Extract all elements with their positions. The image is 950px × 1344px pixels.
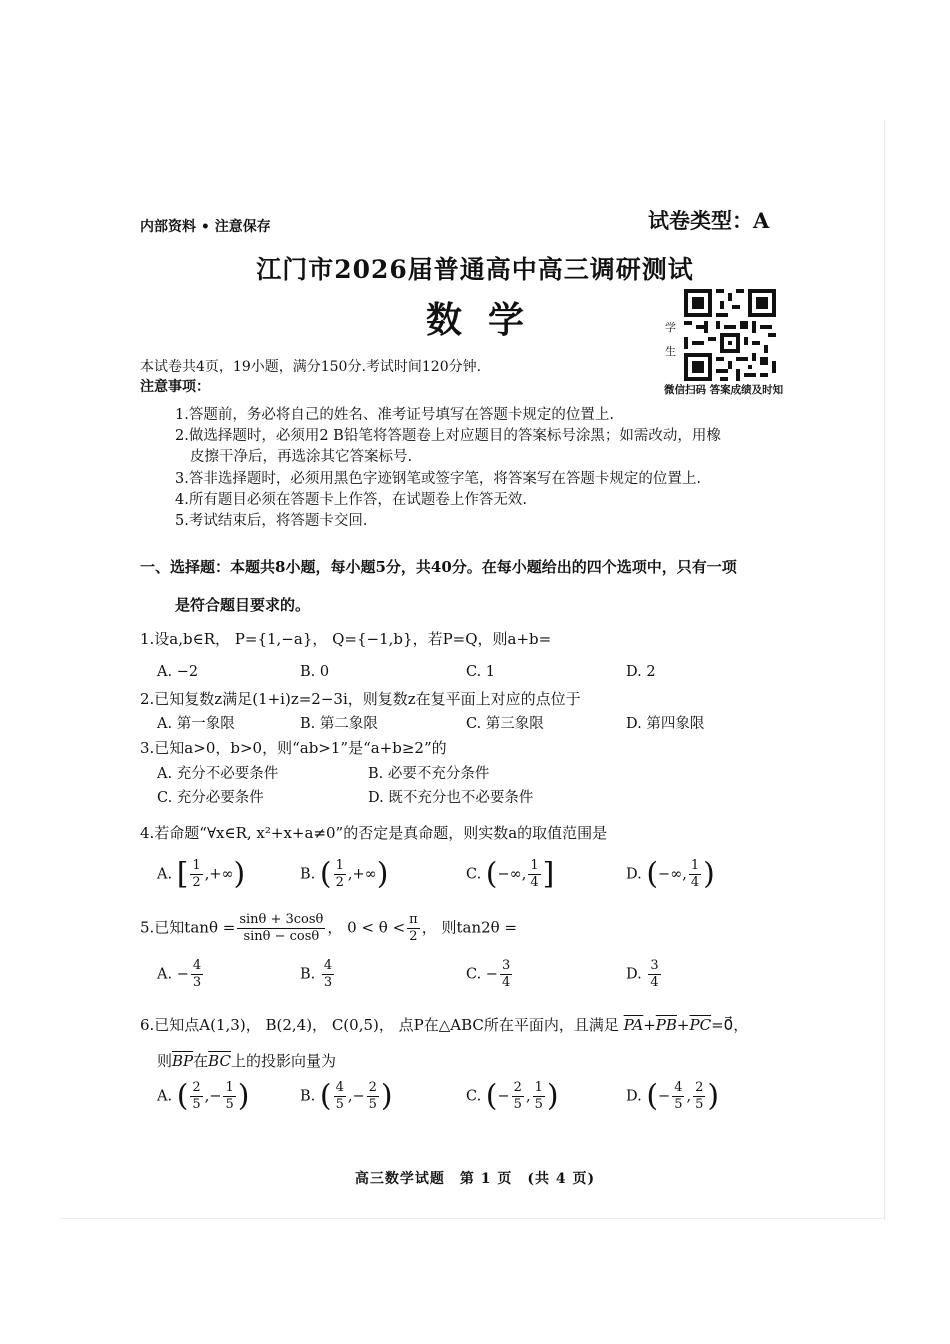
option-d: D. $\frac{3}{4}$ xyxy=(626,958,659,990)
question-3: 3.已知a>0，b>0，则“ab>1”是“a+b≥2”的 xyxy=(140,739,447,757)
option-d: D. 2 xyxy=(626,664,656,680)
paper-type-label: 试卷类型：A xyxy=(648,208,770,233)
fraction: $\frac{4}{3}$ xyxy=(192,958,202,990)
fraction: $\frac{4}{3}$ xyxy=(323,958,333,990)
fraction: $\frac{3}{4}$ xyxy=(650,958,659,990)
fraction: $\frac{\pi}{2}$ xyxy=(409,912,418,944)
option-b: B. $\frac{4}{3}$ xyxy=(300,958,333,990)
fraction: $\frac{1}{5}$ xyxy=(225,1080,234,1112)
option-d: D. (−∞, $\frac{1}{4}$ ) xyxy=(626,856,715,892)
qr-code-icon[interactable] xyxy=(684,289,776,381)
option-label: A. xyxy=(157,866,173,883)
fraction: $\frac{4}{5}$ xyxy=(674,1080,683,1112)
option-a: A. [ $\frac{1}{2}$ ,+∞) xyxy=(157,856,246,892)
fraction: $\frac{4}{5}$ xyxy=(335,1080,344,1112)
option-b: B. 必要不充分条件 xyxy=(368,766,490,782)
option-c: C. (− $\frac{2}{5}$ , $\frac{1}{5}$ ) xyxy=(466,1078,559,1114)
fraction: $\frac{1}{2}$ xyxy=(335,858,344,890)
section-heading: 一、选择题：本题共8小题，每小题5分，共40分。在每小题给出的四个选项中，只有一项 xyxy=(140,558,737,576)
question-4: 4.若命题“∀x∈R, x²+x+a≠0”的否定是真命题，则实数a的取值范围是 xyxy=(140,824,608,842)
option-a: A. − $\frac{4}{3}$ xyxy=(157,958,202,990)
fraction: $\frac{1}{4}$ xyxy=(690,858,700,890)
option-c: C. 第三象限 xyxy=(466,716,544,732)
fraction: $\frac{2}{5}$ xyxy=(695,1080,704,1112)
exam-intro: 本试卷共4页，19小题，满分150分.考试时间120分钟. xyxy=(140,359,482,375)
option-a: A. 充分不必要条件 xyxy=(157,766,279,782)
option-label: B. xyxy=(300,866,316,883)
option-b: B. ( $\frac{1}{2}$ ,+∞) xyxy=(300,856,389,892)
fraction: $\frac{1}{2}$ xyxy=(192,858,201,890)
option-a: A. ( $\frac{2}{5}$ ,− $\frac{1}{5}$ ) xyxy=(157,1078,250,1114)
option-a: A. −2 xyxy=(157,664,199,680)
fraction: $\frac{1}{4}$ xyxy=(530,858,539,890)
option-b: B. ( $\frac{4}{5}$ ,− $\frac{2}{5}$ ) xyxy=(300,1078,393,1114)
notice-item: 皮擦干净后，再选涂其它答案标号. xyxy=(190,449,413,465)
qr-caption: 微信扫码 答案成绩及时知 xyxy=(664,384,784,396)
notice-item: 3.答非选择题时，必须用黑色字迹钢笔或签字笔，将答案写在答题卡规定的位置上. xyxy=(175,471,701,487)
fraction: $\frac{1}{5}$ xyxy=(534,1080,543,1112)
question-5: 5.已知tanθ = $\frac{\sin\theta + 3\cos\theta}{\sin\theta - \cos\theta}$ ， 0 < θ < $\frac{\pi}{2}$ ， 则tan2θ = xyxy=(140,912,518,944)
page-edge xyxy=(60,1218,886,1219)
option-d: D. 既不充分也不必要条件 xyxy=(368,790,534,806)
option-c: C. 充分必要条件 xyxy=(157,790,264,806)
qr-side-label: 学生 xyxy=(665,321,676,358)
question-6-cont: 则$\overline{BP}$在$\overline{BC}$上的投影向量为 xyxy=(157,1052,336,1070)
option-c: C. − $\frac{3}{4}$ xyxy=(466,958,511,990)
option-d: D. 第四象限 xyxy=(626,716,705,732)
notice-title: 注意事项： xyxy=(140,379,210,395)
option-c: C. (−∞, $\frac{1}{4}$ ] xyxy=(466,856,555,892)
section-heading: 是符合题目要求的。 xyxy=(175,596,311,614)
fraction: $\frac{3}{4}$ xyxy=(501,958,511,990)
option-b: B. 0 xyxy=(300,664,330,680)
fraction: $\frac{2}{5}$ xyxy=(368,1080,377,1112)
question-1: 1.设a,b∈R， P={1,−a}， Q={−1,b}，若P=Q，则a+b= xyxy=(140,630,552,648)
notice-item: 4.所有题目必须在答题卡上作答，在试题卷上作答无效. xyxy=(175,492,527,508)
option-label: D. xyxy=(626,866,642,883)
question-2: 2.已知复数z满足(1+i)z=2−3i，则复数z在复平面上对应的点位于 xyxy=(140,690,581,708)
page-footer: 高三数学试题 第 1 页 (共 4 页) xyxy=(354,1171,596,1187)
fraction: $\frac{2}{5}$ xyxy=(192,1080,201,1112)
option-label: C. xyxy=(466,866,482,883)
option-c: C. 1 xyxy=(466,664,496,680)
subject-title: 数学 xyxy=(425,299,550,341)
notice-item: 2.做选择题时，必须用2 B铅笔将答题卷上对应题目的答案标号涂黑；如需改动，用橡 xyxy=(175,428,721,444)
option-d: D. (− $\frac{4}{5}$ , $\frac{2}{5}$ ) xyxy=(626,1078,720,1114)
notice-item: 1.答题前，务必将自己的姓名、准考证号填写在答题卡规定的位置上. xyxy=(175,407,614,423)
exam-title: 江门市2026届普通高中高三调研测试 xyxy=(256,255,694,284)
fraction: $\frac{\sin\theta + 3\cos\theta}{\sin\theta - \cos\theta}$ xyxy=(239,912,324,944)
option-a: A. 第一象限 xyxy=(157,716,235,732)
question-6: 6.已知点A(1,3)， B(2,4)， C(0,5)， 点P在△ABC所在平面内，且满足 $\overline{PA}+\overline{PB}+\overline{PC}=0⃗$， xyxy=(140,1016,749,1034)
confidential-label: 内部资料 • 注意保存 xyxy=(140,219,271,235)
fraction: $\frac{2}{5}$ xyxy=(513,1080,522,1112)
notice-item: 5.考试结束后，将答题卡交回. xyxy=(175,513,368,529)
option-b: B. 第二象限 xyxy=(300,716,378,732)
bracket: [ xyxy=(176,856,189,892)
